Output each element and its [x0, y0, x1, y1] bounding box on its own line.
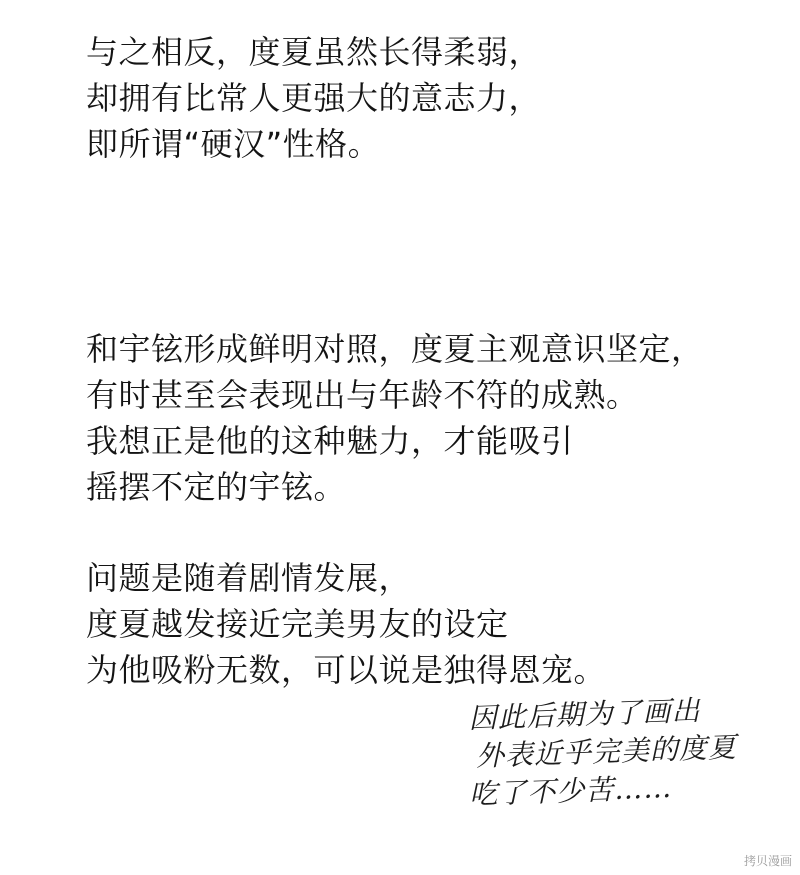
paragraph-line: 却拥有比常人更强大的意志力， [86, 79, 542, 117]
paragraph-line: 为他吸粉无数，可以说是独得恩宠。 [86, 651, 607, 689]
watermark: 拷贝漫画 [743, 854, 792, 868]
handwritten-line: 吃了不少苦…… [468, 770, 673, 812]
handwritten-note [468, 690, 772, 814]
paragraph-1 [86, 29, 541, 167]
paragraph-2 [86, 326, 704, 510]
paragraph-3 [86, 555, 606, 693]
paragraph-line: 与之相反，度夏虽然长得柔弱， [86, 33, 542, 71]
paragraph-line: 有时甚至会表现出与年龄不符的成熟。 [86, 376, 639, 414]
paragraph-line: 即所谓“硬汉”性格。 [86, 125, 381, 163]
paragraph-line: 问题是随着剧情发展， [86, 559, 412, 597]
handwritten-line: 因此后期为了画出 [468, 693, 702, 735]
paragraph-line: 摇摆不定的宇铉。 [86, 468, 347, 506]
handwritten-line: 外表近乎完美的度夏 [475, 730, 738, 773]
paragraph-line: 度夏越发接近完美男友的设定 [86, 605, 509, 643]
paragraph-line: 我想正是他的这种魅力，才能吸引 [86, 422, 574, 460]
paragraph-line: 和宇铉形成鲜明对照，度夏主观意识坚定， [86, 330, 704, 368]
